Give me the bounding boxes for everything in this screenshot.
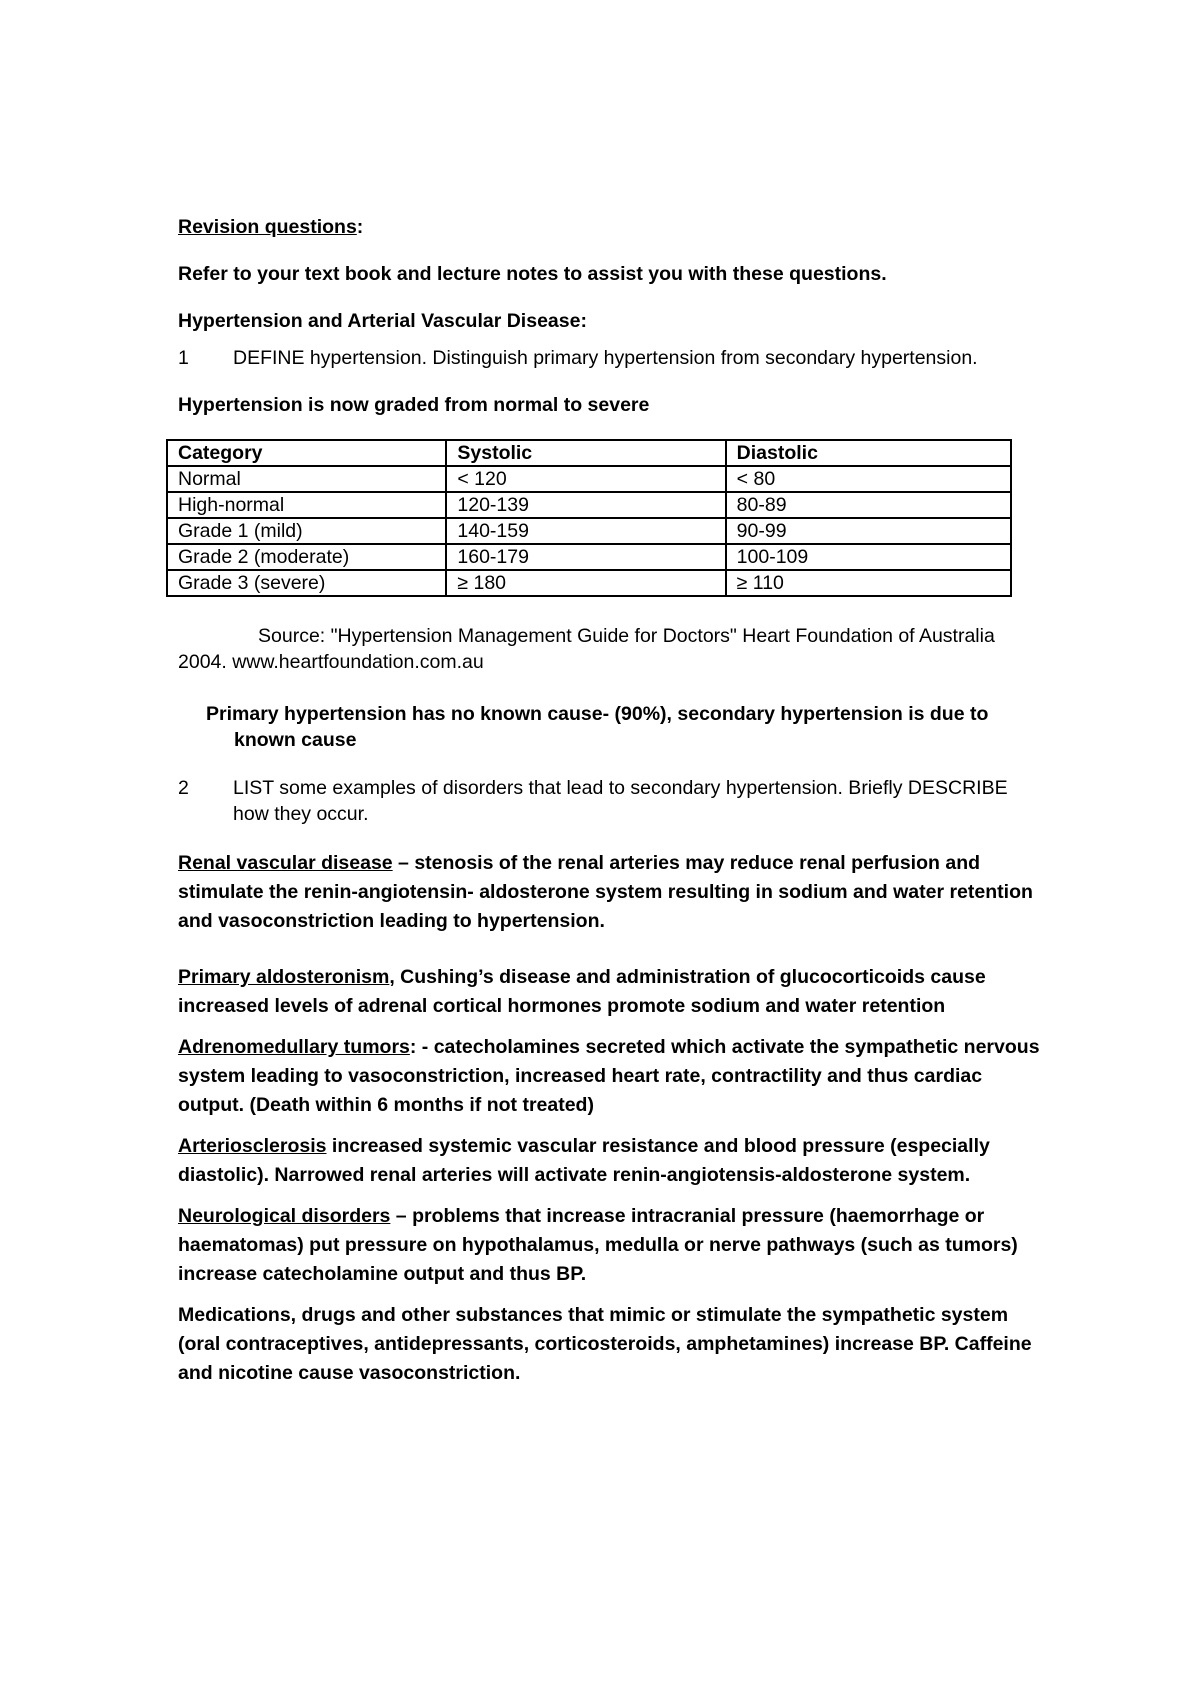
question-1-number: 1 <box>178 347 189 369</box>
answer-text: , Cushing’s disease and administration of glucocorticoids cause increased levels of adrenal cortical hormones promote sodium and water retention <box>178 966 986 1017</box>
answer-text: increased systemic vascular resistance and blood pressure (especially diastolic). Narrowed renal arteries will activate renin-angiotensis-aldosterone system. <box>178 1135 990 1186</box>
answer-term: Neurological disorders <box>178 1205 391 1227</box>
answer-term: Arteriosclerosis <box>178 1135 327 1157</box>
table-cell-diastolic: ≥ 110 <box>726 570 1011 596</box>
table-header-row <box>167 440 1011 466</box>
table-cell-diastolic: < 80 <box>726 466 1011 492</box>
intro-instruction: Refer to your text book and lecture notes to assist you with these questions. <box>178 263 887 285</box>
graded-title: Hypertension is now graded from normal to severe <box>178 394 650 416</box>
answer-term: Adrenomedullary tumors <box>178 1036 410 1058</box>
question-1-text: DEFINE hypertension. Distinguish primary hypertension from secondary hypertension. <box>233 347 978 369</box>
table-cell-systolic: 160-179 <box>446 544 725 570</box>
question-2-text: LIST some examples of disorders that lead to secondary hypertension. Briefly DESCRIBE how they occur. <box>233 777 1008 825</box>
table-row <box>167 570 1011 596</box>
answer-adrenomedullary <box>178 1033 1040 1120</box>
table-cell-systolic: < 120 <box>446 466 725 492</box>
table-cell-systolic: 140-159 <box>446 518 725 544</box>
answer-medications: Medications, drugs and other substances that mimic or stimulate the sympathetic system (oral contraceptives, antidepressants, corticosteroids, amphetamines) increase BP. Caffeine and nicotine cause vasoconstriction. <box>178 1304 1032 1384</box>
table-cell-category: Grade 2 (moderate) <box>167 544 446 570</box>
answer-neurological <box>178 1202 1040 1289</box>
table-cell-category: Grade 3 (severe) <box>167 570 446 596</box>
answer-text: – stenosis of the renal arteries may reduce renal perfusion and stimulate the renin-angiotensin- aldosterone system resulting in sodium and water retention and vasoconstriction leading to hypertension. <box>178 852 1033 932</box>
table-cell-systolic: 120-139 <box>446 492 725 518</box>
table-row <box>167 518 1011 544</box>
primary-hypertension-note: Primary hypertension has no known cause- (90%), secondary hypertension is due to known cause <box>206 703 989 751</box>
answer-text: – problems that increase intracranial pressure (haemorrhage or haematomas) put pressure on hypothalamus, medulla or nerve pathways (such as tumors) increase catecholamine output and thus BP. <box>178 1205 1018 1285</box>
table-cell-diastolic: 80-89 <box>726 492 1011 518</box>
bp-category-table <box>166 439 1012 597</box>
table-row <box>167 544 1011 570</box>
answer-arteriosclerosis <box>178 1132 1040 1190</box>
document-content <box>178 214 1040 1400</box>
revision-heading <box>178 214 1040 240</box>
revision-heading-suffix: : <box>356 216 364 238</box>
table-header-category: Category <box>167 440 446 466</box>
table-cell-category: Normal <box>167 466 446 492</box>
table-cell-category: Grade 1 (mild) <box>167 518 446 544</box>
question-2-number: 2 <box>178 777 189 799</box>
table-cell-category: High-normal <box>167 492 446 518</box>
answer-renal-vascular <box>178 849 1040 936</box>
answer-term: Primary aldosteronism <box>178 966 390 988</box>
table-header-diastolic: Diastolic <box>726 440 1011 466</box>
table-cell-systolic: ≥ 180 <box>446 570 725 596</box>
table-cell-diastolic: 90-99 <box>726 518 1011 544</box>
revision-heading-text: Revision questions <box>178 216 357 238</box>
section-title: Hypertension and Arterial Vascular Disease: <box>178 310 587 332</box>
table-row <box>167 466 1011 492</box>
table-header-systolic: Systolic <box>446 440 725 466</box>
answer-text: : - catecholamines secreted which activate the sympathetic nervous system leading to vasoconstriction, increased heart rate, contractility and thus cardiac output. (Death within 6 months if not treated) <box>178 1036 1040 1116</box>
answer-primary-aldosteronism <box>178 963 1040 1021</box>
question-1 <box>178 345 1040 371</box>
question-2 <box>178 775 1040 827</box>
source-citation: Source: "Hypertension Management Guide for Doctors" Heart Foundation of Australia 2004. www.heartfoundation.com.au <box>178 625 995 673</box>
table-row <box>167 492 1011 518</box>
table-cell-diastolic: 100-109 <box>726 544 1011 570</box>
answer-term: Renal vascular disease <box>178 852 393 874</box>
